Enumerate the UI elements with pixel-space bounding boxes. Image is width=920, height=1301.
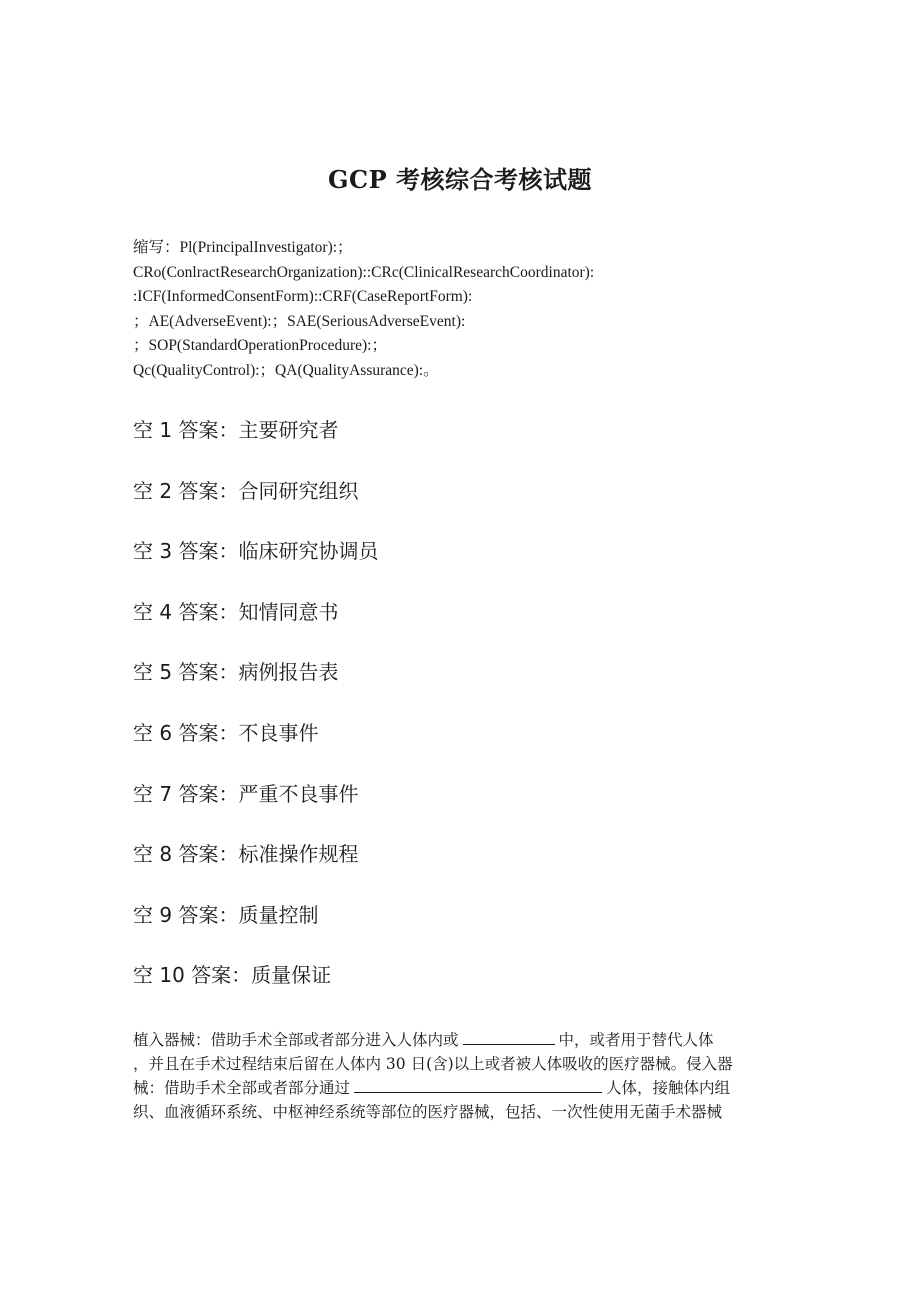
- paragraph-text: 中，或者用于替代人体: [558, 1031, 714, 1049]
- paragraph-line: [133, 1028, 793, 1052]
- title-chinese: 考核综合考核试题: [396, 165, 592, 194]
- answer-item: 空 9 答案：质量控制: [133, 902, 319, 927]
- abbreviation-line: 缩写：Pl(PrincipalInvestigator):；: [133, 239, 353, 256]
- abbreviation-line: CRo(ConlractResearchOrganization)::CRc(ClinicalResearchCoordinator):: [133, 263, 595, 281]
- answer-item: 空 3 答案：临床研究协调员: [133, 539, 379, 564]
- answer-list: [133, 414, 733, 1020]
- abbreviation-line: ；SOP(StandardOperationProcedure):；: [133, 337, 387, 354]
- answer-item: 空 4 答案：知情同意书: [133, 599, 339, 624]
- answer-item: 空 7 答案：严重不良事件: [133, 781, 359, 806]
- paragraph-text: 植入器械：借助手术全部或者部分进入人体内或: [133, 1031, 459, 1049]
- answer-item: 空 2 答案：合同研究组织: [133, 478, 359, 503]
- answer-item: 空 8 答案：标准操作规程: [133, 842, 359, 867]
- paragraph-line: [133, 1076, 793, 1100]
- paragraph-text: 械：借助手术全部或者部分通过: [133, 1079, 351, 1097]
- paragraph-line: ，并且在手术过程结束后留在人体内 30 日(含)以上或者被人体吸收的医疗器械。侵入器: [133, 1055, 733, 1073]
- device-definition-paragraph: [133, 1028, 793, 1124]
- answer-item: 空 1 答案：主要研究者: [133, 418, 339, 442]
- abbreviation-line: Qc(QualityControl):；QA(QualityAssurance):。: [133, 361, 439, 379]
- paragraph-text: 人体，接触体内组: [606, 1079, 731, 1097]
- answer-item: 空 5 答案：病例报告表: [133, 660, 339, 685]
- fill-in-blank: [354, 1078, 602, 1093]
- page-title: [0, 163, 920, 197]
- abbreviation-line: ；AE(AdverseEvent):；SAE(SeriousAdverseEvent):: [133, 312, 466, 330]
- title-latin: GCP: [327, 165, 388, 194]
- answer-item: 空 6 答案：不良事件: [133, 720, 319, 745]
- fill-in-blank: [463, 1030, 555, 1045]
- abbreviations-block: [133, 236, 693, 383]
- answer-item: 空 10 答案：质量保证: [133, 963, 332, 988]
- abbreviation-line: :ICF(InformedConsentForm)::CRF(CaseReportForm):: [133, 288, 473, 305]
- paragraph-line: 织、血液循环系统、中枢神经系统等部位的医疗器械，包括、一次性使用无菌手术器械: [133, 1103, 723, 1121]
